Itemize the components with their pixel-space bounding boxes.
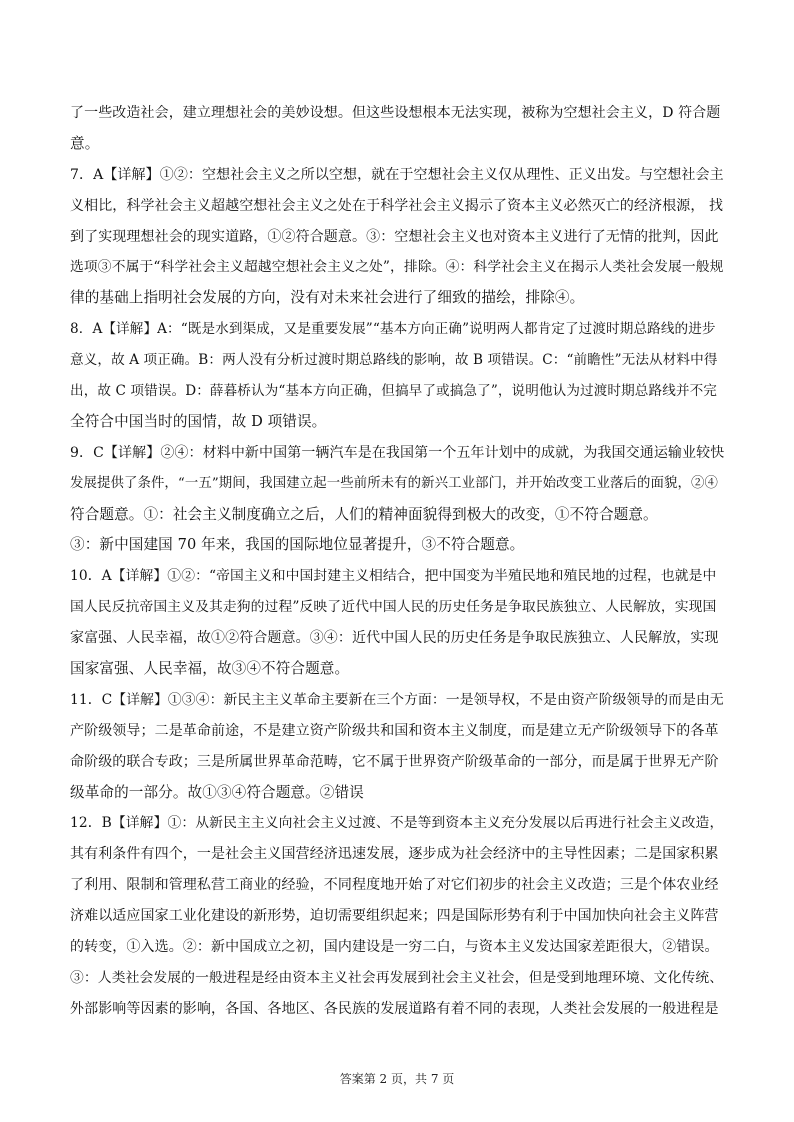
text-line: 的转变，①入选。②：新中国成立之初，国内建设是一穷二白，与资本主义发达国家差距很大，②错误。: [70, 939, 719, 956]
text-line: 符合题意。①：社会主义制度确立之后，人们的精神面貌得到极大的改变，①不符合题意。: [70, 505, 658, 523]
text-line: 国家富强、人民幸福，故③④不符合题意。: [70, 660, 350, 678]
text-line: 义相比，科学社会主义超越空想社会主义之处在于科学社会主义揭示了资本主义必然灭亡的经济根源， 找: [70, 197, 724, 214]
text-line: 国人民反抗帝国主义及其走狗的过程”反映了近代中国人民的历史任务是争取民族独立、人民解放，实现国: [70, 599, 717, 616]
text-line: ③：新中国建国 70 年来，我国的国际地位显著提升，③不符合题意。: [70, 536, 525, 554]
text-line: 产阶级领导；二是革命前途，不是建立资产阶级共和国和资本主义制度，而是建立无产阶级领导下的各革: [70, 722, 719, 739]
text-line: 出，故 C 项错误。D：薛暮桥认为“基本方向正确，但搞早了或搞急了”，说明他认为过渡时期总路线并不完: [70, 383, 717, 400]
text-line: 其有利条件有四个，一是社会主义国营经济迅速发展，逐步成为社会经济中的主导性因素；二是国家积累: [70, 846, 719, 863]
page-footer: 答案第 2 页，共 7 页: [339, 1072, 455, 1086]
text-line: 意。: [70, 134, 100, 152]
text-line: ③：人类社会发展的一般进程是经由资本主义社会再发展到社会主义社会，但是受到地理环境、文化传统、: [70, 969, 724, 986]
text-line: 10．A【详解】①②：“帝国主义和中国封建主义相结合，把中国变为半殖民地和殖民地的过程，也就是中: [70, 568, 717, 585]
text-line: 了利用、限制和管理私营工商业的经验，不同程度地开始了对它们初步的社会主义改造；三是个体农业经: [70, 877, 719, 894]
text-line: 11．C【详解】①③④：新民主主义革命主要新在三个方面：一是领导权，不是由资产阶级领导的而是由无: [70, 691, 724, 708]
text-line: 外部影响等因素的影响，各国、各地区、各民族的发展道路有着不同的表现，人类社会发展的一般进程是: [70, 1000, 719, 1017]
text-line: 8．A【详解】A：“既是水到渠成，又是重要发展”“基本方向正确”说明两人都肯定了过渡时期总路线的进步: [70, 321, 716, 338]
text-line: 到了实现理想社会的现实道路，①②符合题意。③：空想社会主义也对资本主义进行了无情的批判，因此: [70, 228, 719, 245]
text-line: 命阶级的联合专政；三是所属世界革命范畴，它不属于世界资产阶级革命的一部分，而是属于世界无产阶: [70, 753, 719, 770]
text-line: 了一些改造社会，建立理想社会的美妙设想。但这些设想根本无法实现，被称为空想社会主义，D 符合题: [70, 105, 721, 121]
text-line: 家富强、人民幸福，故①②符合题意。③④：近代中国人民的历史任务是争取民族独立、人民解放，实现: [70, 630, 719, 647]
text-line: 律的基础上指明社会发展的方向，没有对未来社会进行了细致的描绘，排除④。: [70, 289, 585, 307]
text-line: 12．B【详解】①：从新民主主义向社会主义过渡、不是等到资本主义充分发展以后再进行社会主义改造，: [70, 815, 724, 832]
text-line: 9．C【详解】②④：材料中新中国第一辆汽车是在我国第一个五年计划中的成就，为我国交通运输业较快: [70, 444, 724, 461]
answer-text-body: [70, 98, 724, 1025]
text-line: 级革命的一部分。故①③④符合题意。②错误: [70, 783, 364, 801]
text-line: 济难以适应国家工业化建设的新形势，迫切需要组织起来；四是国际形势有利于中国加快向社会主义阵营: [70, 908, 719, 925]
text-line: 发展提供了条件，“一五”期间，我国建立起一些前所未有的新兴工业部门，并开始改变工业落后的面貌，②④: [70, 475, 718, 491]
text-line: 选项③不属于“科学社会主义超越空想社会主义之处”，排除。④：科学社会主义在揭示人类社会发展一般规: [70, 259, 724, 276]
text-line: 意义，故 A 项正确。B：两人没有分析过渡时期总路线的影响，故 B 项错误。C：“前瞻性”无法从材料中得: [70, 352, 718, 369]
text-line: 全符合中国当时的国情，故 D 项错误。: [70, 412, 327, 430]
text-line: 7．A【详解】①②：空想社会主义之所以空想，就在于空想社会主义仅从理性、正义出发。与空想社会主: [70, 166, 724, 183]
